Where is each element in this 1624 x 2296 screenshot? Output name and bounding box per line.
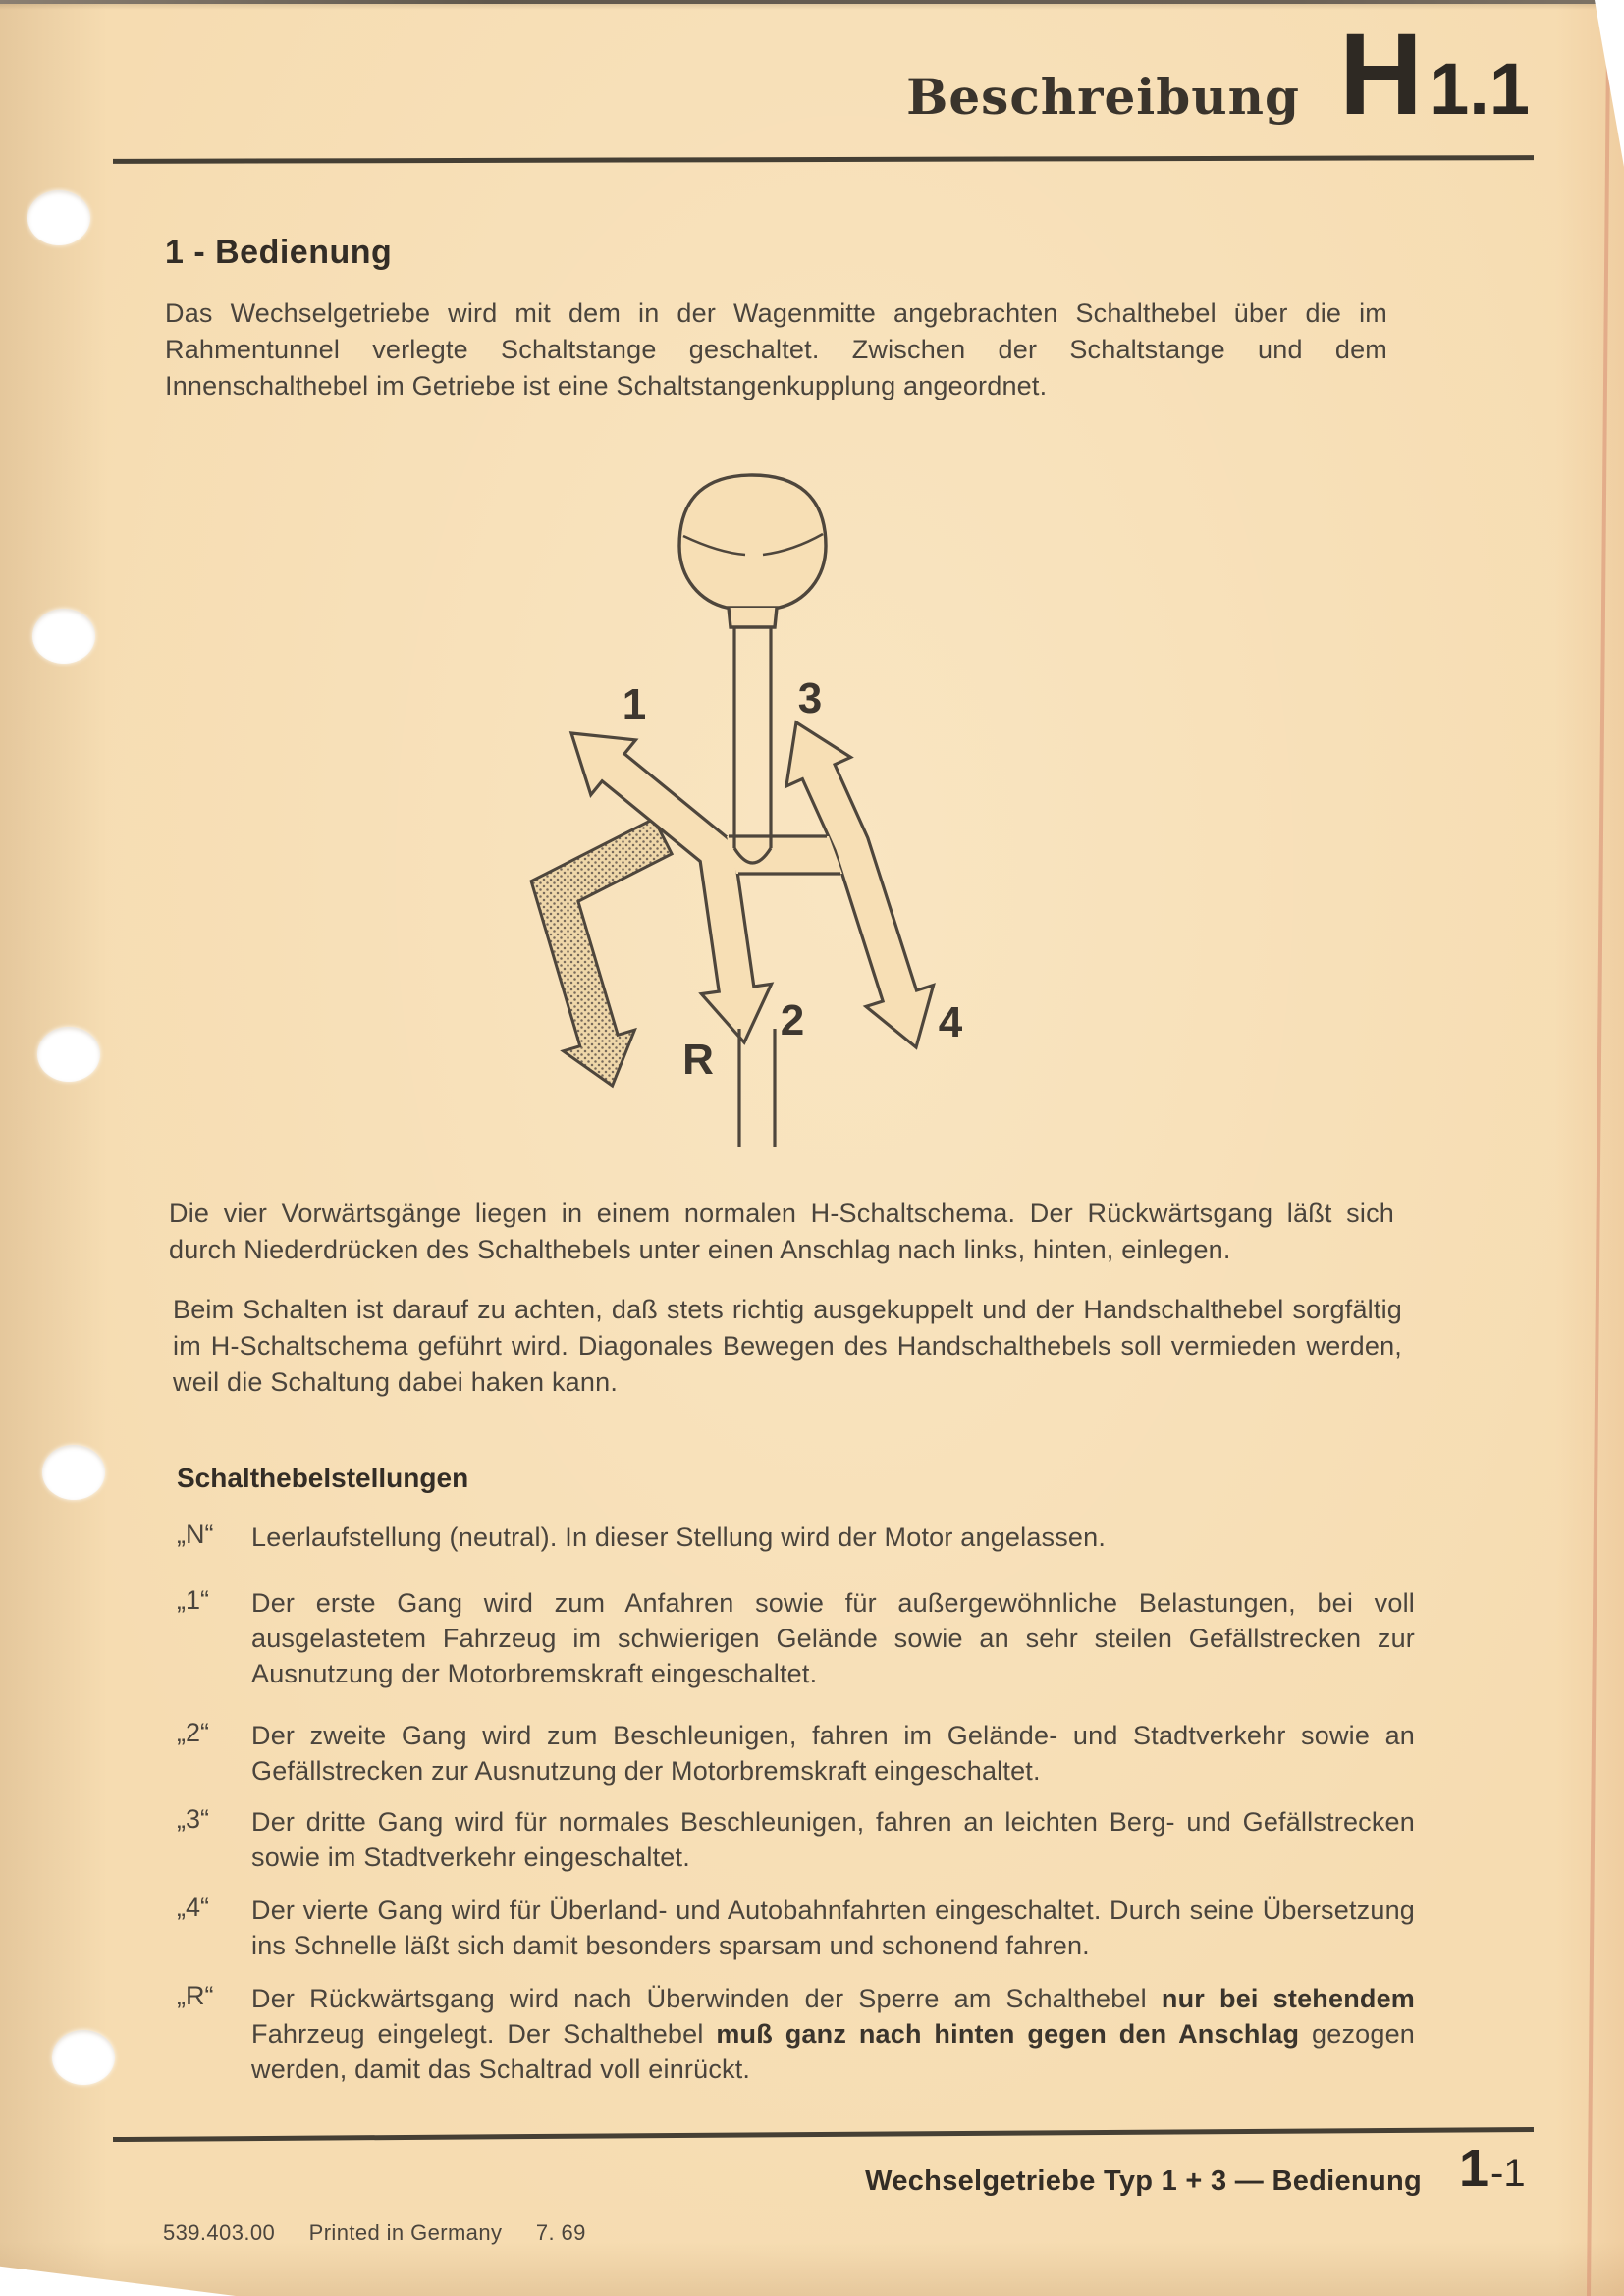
gear-position-row: [177, 1520, 1424, 1555]
position-description: Der dritte Gang wird für normales Beschleunigen, fahren an leichten Berg- und Gefällstrecken sowie im Stadtverkehr eingeschaltet.: [251, 1807, 1415, 1872]
punch-hole: [32, 609, 95, 664]
gear-label-2: 2: [780, 996, 805, 1044]
shift-pattern-diagram: [363, 452, 1051, 1158]
shift-crossbar: [727, 836, 842, 874]
header-section-label: Beschreibung: [906, 68, 1300, 126]
position-description: Der vierte Gang wird für Überland- und Autobahnfahrten eingeschaltet. Durch seine Übersetzung ins Schnelle läßt sich damit besonders sparsam und schonend fahren.: [251, 1896, 1415, 1960]
page-edge-line: [1587, 0, 1610, 2296]
section-heading: 1 - Bedienung: [165, 234, 393, 271]
position-key: „4“: [177, 1893, 209, 1922]
gear-position-row: [177, 1804, 1424, 1875]
page-number-major: 1: [1459, 2139, 1489, 2198]
gear-position-row: [177, 1585, 1424, 1691]
position-key: „2“: [177, 1718, 209, 1747]
gear-position-row: [177, 1981, 1424, 2087]
gear-position-row: [177, 1718, 1424, 1789]
page-number: [1459, 2138, 1526, 2199]
position-key: „3“: [177, 1804, 209, 1834]
header-rule: [113, 155, 1534, 164]
print-date: 7. 69: [535, 2220, 586, 2245]
intro-paragraph: Das Wechselgetriebe wird mit dem in der Wagenmitte angebrachten Schalthebel über die im Rahmentunnel verlegte Schaltstange geschaltet. Zwischen der Schaltstange und dem Innenschalthebel im Getriebe ist eine Schaltstangenkupplung angeordnet.: [165, 298, 1387, 400]
punch-hole: [37, 1027, 100, 1082]
punch-hole: [27, 190, 90, 245]
position-description: Der Rückwärtsgang wird nach Überwinden der Sperre am Schalthebel nur bei stehendem Fahrzeug eingelegt. Der Schalthebel muß ganz nach hinten gegen den Anschlag gezogen werden, damit das Schaltrad voll einrückt.: [251, 1984, 1416, 2084]
gear-label-1: 1: [622, 680, 647, 728]
gear-label-3: 3: [797, 674, 823, 722]
position-key: „R“: [177, 1981, 214, 2010]
gear-label-R: R: [682, 1036, 714, 1084]
footer-rule: [113, 2127, 1534, 2142]
printed-in: Printed in Germany: [308, 2220, 503, 2245]
punch-hole: [42, 1445, 105, 1500]
position-key: „1“: [177, 1585, 209, 1615]
positions-heading: Schalthebelstellungen: [177, 1463, 469, 1493]
page-number-minor: -1: [1490, 2152, 1526, 2195]
gear-knob: [679, 475, 826, 627]
page-header: [906, 10, 1530, 139]
print-info-line: [163, 2220, 614, 2246]
position-key: „N“: [177, 1520, 214, 1549]
scan-corner-bottom-left: [0, 2255, 236, 2296]
position-description: Der zweite Gang wird zum Beschleunigen, fahren im Gelände- und Stadtverkehr sowie an Gefällstrecken zur Ausnutzung der Motorbremskraft eingeschaltet.: [251, 1721, 1415, 1786]
header-section-number: 1.1: [1429, 48, 1530, 130]
shifting-paragraph: Beim Schalten ist darauf zu achten, daß stets richtig ausgekuppelt und der Handschalthebel sorgfältig im H-Schaltschema geführt wird. Diagonales Bewegen des Handschalthebels soll vermieden werden, weil die Schaltung dabei haken kann.: [173, 1295, 1402, 1397]
shift-band-3-4: [786, 722, 934, 1047]
footer-rubric: Wechselgetriebe Typ 1 + 3 — Bedienung: [865, 2165, 1422, 2197]
print-code: 539.403.00: [163, 2220, 276, 2245]
schema-paragraph: Die vier Vorwärtsgänge liegen in einem normalen H-Schaltschema. Der Rückwärtsgang läßt sich durch Niederdrücken des Schalthebels unter einen Anschlag nach links, hinten, einlegen.: [169, 1199, 1394, 1264]
position-description: Der erste Gang wird zum Anfahren sowie für außergewöhnliche Belastungen, bei voll ausgelastetem Fahrzeug im schwierigen Gelände sowie an sehr steilen Gefällstrecken zur Ausnutzung der Motorbremskraft eingeschaltet.: [251, 1588, 1415, 1688]
punch-hole: [52, 2030, 115, 2085]
scan-top-edge: [0, 0, 1624, 4]
reverse-arrow: [531, 819, 672, 1086]
gear-lever-shaft: [734, 626, 771, 863]
gear-lever-shaft-lower: [739, 1029, 775, 1147]
header-section-letter: H: [1338, 10, 1422, 139]
gear-position-row: [177, 1893, 1424, 1963]
gear-label-4: 4: [938, 998, 963, 1046]
position-description: Leerlaufstellung (neutral). In dieser Stellung wird der Motor angelassen.: [251, 1522, 1107, 1552]
